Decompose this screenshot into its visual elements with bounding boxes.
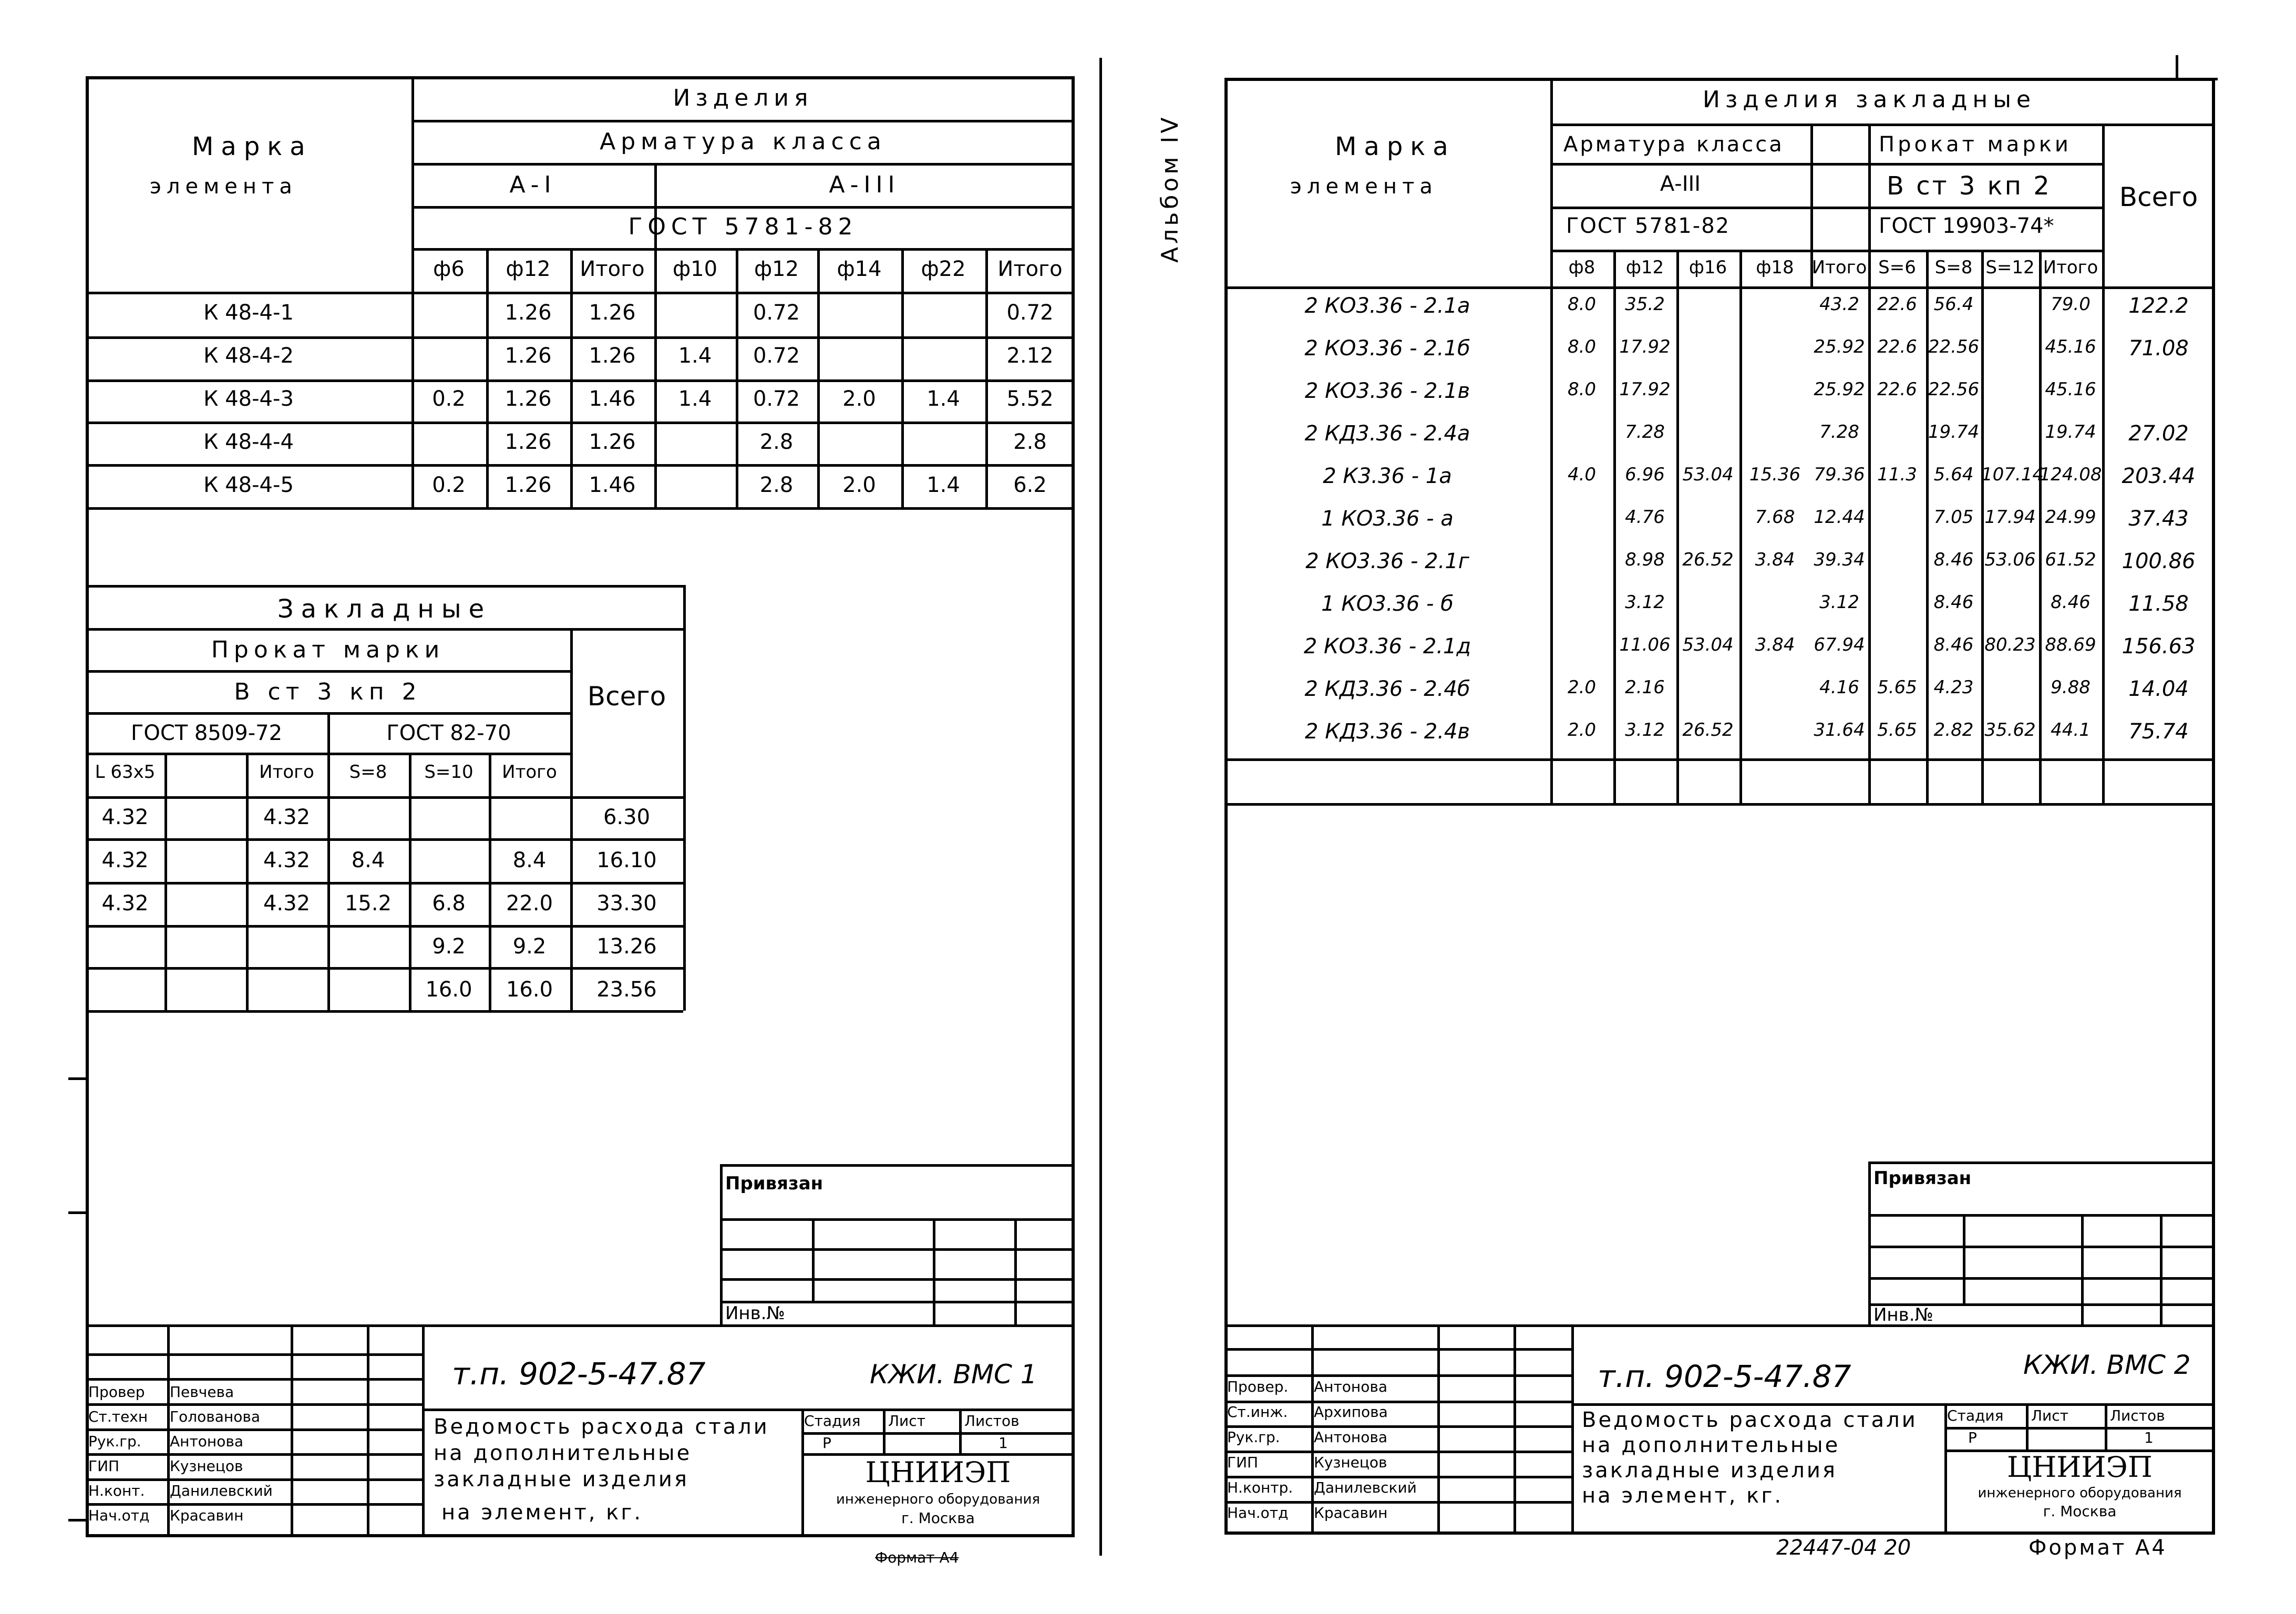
table-cell: 44.1 [2051,719,2091,741]
column-header: S=8 [349,762,387,783]
row-mark: 2 КД3.36 - 2.4а [1304,422,1470,446]
table-cell: 4.32 [263,805,311,829]
table-cell: 100.86 [2122,549,2196,573]
gost-5781: ГОСТ 5781-82 [628,213,858,240]
column-header: ф6 [433,257,465,281]
table-cell: 1.4 [926,473,960,497]
signatory-name: Певчева [170,1383,234,1401]
table-cell: 1.26 [504,473,552,497]
signatory-role: Рук.гр. [88,1433,141,1450]
table-cell: 25.92 [1814,379,1865,400]
r-marka-label: Марка [1335,132,1456,161]
r-list-label: Лист [2031,1407,2068,1424]
table-cell: 80.23 [1984,634,2036,655]
r-org-name-2: инженерного оборудования [1978,1485,2182,1501]
table-cell: 53.06 [1984,549,2036,570]
r-org-city: г. Москва [2043,1503,2117,1520]
class-a1: А-I [509,171,557,198]
table-cell: 3.84 [1755,634,1795,655]
stamp-desc-1: Ведомость расхода стали [434,1415,769,1439]
table-cell: 122.2 [2128,294,2189,318]
row-mark: К 48-4-1 [203,301,294,325]
signatory-name: Красавин [170,1507,244,1524]
row-mark: 1 КО3.36 - б [1321,592,1454,616]
table-cell: 39.34 [1814,549,1865,570]
elementa-label: элемента [150,174,297,199]
table-cell: 2.0 [842,387,876,411]
table-cell: 45.16 [2045,336,2096,357]
r-listov-label: Листов [2110,1407,2165,1424]
table-cell: 19.74 [2045,422,2096,443]
table-cell: 1.26 [589,430,636,454]
stamp-desc-4: на элемент, кг. [441,1500,643,1525]
column-header: ф12 [754,257,799,281]
table-cell: 88.69 [2045,634,2096,655]
table-cell: 53.04 [1682,634,1734,655]
r-class-a3: А-III [1660,172,1701,196]
signatory-role: Н.конт. [88,1482,145,1499]
row-mark: К 48-4-4 [203,430,294,454]
album-label: Альбом IV [1157,114,1183,263]
r-gost-19903: ГОСТ 19903-74* [1879,214,2054,238]
stadiya-value: Р [822,1434,831,1452]
table-cell: 79.36 [1814,464,1865,485]
vst-header: В ст 3 кп 2 [234,679,422,705]
armatura-header: Арматура класса [600,128,887,155]
table-cell: 1.46 [589,473,636,497]
table-cell: 75.74 [2128,719,2189,744]
row-mark: К 48-4-5 [203,473,294,497]
table-cell: 107.14 [1981,464,2044,485]
table-cell: 37.43 [2128,507,2189,531]
footer-number: 22447-04 20 [1776,1536,1911,1560]
table-cell: 2.12 [1006,344,1054,368]
row-mark: 2 К3.36 - 1а [1323,464,1452,488]
r-stamp-desc-2: на дополнительные [1582,1433,1840,1457]
signatory-name: Данилевский [1314,1479,1417,1496]
center-divider [1099,58,1102,1556]
signatory-role: Ст.инж. [1227,1403,1288,1421]
table-cell: 7.68 [1755,507,1795,528]
stamp-sheet: КЖИ. ВМС 1 [870,1359,1037,1390]
signatory-name: Кузнецов [170,1457,243,1475]
table-cell: 22.56 [1928,336,1980,357]
inv-label: Инв.№ [725,1303,785,1324]
table-cell: 3.12 [1819,592,1859,613]
table-cell: 2.8 [759,430,794,454]
stamp-desc-2: на дополнительные [434,1441,692,1465]
column-header: Итого [2043,257,2098,278]
table-cell: 6.8 [432,891,466,916]
table-cell: 8.46 [1933,549,1974,570]
column-header: ф10 [672,257,718,281]
table-cell: 23.56 [596,978,657,1002]
stadiya-label: Стадия [804,1412,861,1430]
table-cell: 7.28 [1819,422,1859,443]
table-cell: 203.44 [2122,464,2196,488]
gost-82: ГОСТ 82-70 [386,721,511,745]
listov-label: Листов [964,1412,1020,1430]
table-cell: 71.08 [2128,336,2189,361]
izdeliya-header: Изделия [673,85,814,111]
row-mark: 2 КД3.36 - 2.4в [1305,719,1470,744]
table-cell: 7.28 [1625,422,1665,443]
table-cell: 17.92 [1619,336,1671,357]
gost-8509: ГОСТ 8509-72 [130,721,283,745]
r-stamp-desc-3: закладные изделия [1582,1458,1837,1483]
table-cell: 2.8 [759,473,794,497]
signatory-role: ГИП [1227,1454,1259,1471]
signatory-name: Антонова [170,1433,243,1450]
table-cell: 3.84 [1755,549,1795,570]
table-cell: 5.64 [1933,464,1974,485]
signatory-role: Н.контр. [1227,1479,1293,1496]
signatory-name: Антонова [1314,1428,1387,1446]
table-cell: 8.4 [512,848,547,872]
table-cell: 53.04 [1682,464,1734,485]
column-header: S=12 [1985,257,2035,278]
table-cell: 15.36 [1749,464,1801,485]
table-cell: 22.56 [1928,379,1980,400]
org-name: ЦНИИЭП [865,1456,1011,1489]
table-cell: 9.2 [512,934,547,959]
table-cell: 4.23 [1933,677,1974,698]
table-cell: 8.0 [1567,379,1597,400]
signatory-role: Ст.техн [88,1408,148,1425]
table-cell: 1.46 [589,387,636,411]
row-mark: 2 КО3.36 - 2.1д [1303,634,1471,659]
row-mark: 2 КО3.36 - 2.1б [1304,336,1470,361]
table-cell: 22.6 [1877,294,1917,315]
row-mark: 2 КО3.36 - 2.1г [1305,549,1469,573]
row-mark: К 48-4-3 [203,387,294,411]
signatory-role: Нач.отд [1227,1504,1289,1522]
column-header: Итого [259,762,314,783]
column-header: ф18 [1756,257,1794,278]
r-stamp-desc-4: на элемент, кг. [1582,1484,1784,1508]
table-cell: 67.94 [1814,634,1865,655]
table-cell: 1.4 [678,344,712,368]
table-cell: 11.06 [1619,634,1671,655]
signatory-name: Голованова [170,1408,260,1425]
table-cell: 8.98 [1625,549,1665,570]
table-cell: 2.8 [1013,430,1047,454]
table-cell: 1.26 [589,344,636,368]
table-cell: 0.2 [432,387,466,411]
table-cell: 8.46 [2051,592,2091,613]
signatory-role: Нач.отд [88,1507,150,1524]
table-cell: 5.52 [1006,387,1054,411]
row-mark: 2 КД3.36 - 2.4б [1304,677,1470,701]
class-a3: А-III [829,171,900,198]
column-header: S=8 [1934,257,1973,278]
table-cell: 22.6 [1877,379,1917,400]
column-header: ф12 [1625,257,1664,278]
table-cell: 1.26 [504,301,552,325]
table-cell: 4.0 [1567,464,1597,485]
table-cell: 43.2 [1819,294,1859,315]
table-cell: 0.72 [1006,301,1054,325]
privyazan-label: Привязан [725,1173,823,1194]
r-stamp-desc-1: Ведомость расхода стали [1582,1408,1918,1432]
column-header: Итого [1811,257,1867,278]
r-gost-5781: ГОСТ 5781-82 [1566,214,1731,238]
table-cell: 19.74 [1928,422,1980,443]
org-city: г. Москва [901,1509,975,1527]
table-cell: 8.46 [1933,592,1974,613]
table-cell: 0.72 [753,301,800,325]
signatory-name: Кузнецов [1314,1454,1387,1471]
table-cell: 1.4 [678,387,712,411]
table-cell: 2.0 [1567,677,1597,698]
table-cell: 2.16 [1625,677,1665,698]
stamp-desc-3: закладные изделия [434,1467,689,1492]
table-cell: 1.26 [504,344,552,368]
table-cell: 31.64 [1814,719,1865,741]
signatory-role: Провер [88,1383,145,1401]
signatory-name: Данилевский [170,1482,273,1499]
table-cell: 27.02 [2128,422,2189,446]
table-cell: 11.58 [2128,592,2189,616]
column-header: Итого [502,762,557,783]
column-header: ф22 [921,257,966,281]
r-prokat-header: Прокат марки [1879,132,2072,157]
column-header: ф8 [1568,257,1595,278]
r-org-name: ЦНИИЭП [2007,1451,2153,1484]
table-cell: 4.32 [101,891,149,916]
column-header: ф14 [837,257,882,281]
r-stadiya-label: Стадия [1947,1407,2004,1424]
table-cell: 3.12 [1625,592,1665,613]
r-inv-label: Инв.№ [1873,1304,1933,1325]
column-header: Итого [580,257,645,281]
table-cell: 1.26 [504,430,552,454]
column-header: ф16 [1688,257,1727,278]
table-cell: 25.92 [1814,336,1865,357]
footer-format: Формат А4 [2029,1536,2167,1560]
table-cell: 9.88 [2051,677,2091,698]
row-mark: 2 КО3.36 - 2.1а [1304,294,1470,318]
table-cell: 6.30 [603,805,651,829]
table-cell: 1.26 [589,301,636,325]
table-cell: 16.0 [425,978,472,1002]
table-cell: 156.63 [2122,634,2196,659]
marka-label: Марка [192,132,313,161]
table-cell: 9.2 [432,934,466,959]
left-format-note: Формат А4 [875,1549,959,1566]
table-cell: 1.4 [926,387,960,411]
table-cell: 0.72 [753,387,800,411]
table-cell: 8.4 [351,848,385,872]
table-cell: 5.65 [1877,719,1917,741]
table-cell: 11.3 [1877,464,1917,485]
table-cell: 8.0 [1567,294,1597,315]
table-cell: 61.52 [2045,549,2096,570]
column-header: Итого [997,257,1063,281]
row-mark: К 48-4-2 [203,344,294,368]
table-cell: 4.76 [1625,507,1665,528]
table-cell: 13.26 [596,934,657,959]
table-cell: 16.0 [506,978,553,1002]
table-cell: 4.32 [263,891,311,916]
zakladnye-header: Закладные [277,594,492,624]
table-cell: 15.2 [344,891,392,916]
signatory-role: ГИП [88,1457,120,1475]
table-cell: 35.2 [1625,294,1665,315]
list-label: Лист [888,1412,925,1430]
r-list-value: 1 [2144,1429,2154,1446]
r-stadiya-value: Р [1968,1429,1977,1446]
signatory-name: Антонова [1314,1378,1387,1395]
table-cell: 8.0 [1567,336,1597,357]
signatory-name: Красавин [1314,1504,1388,1522]
r-privyazan-label: Привязан [1873,1168,1972,1189]
r-vst: В ст 3 кп 2 [1887,171,2052,201]
r-elementa-label: элемента [1290,174,1438,199]
list-value: 1 [998,1434,1008,1452]
table-cell: 0.2 [432,473,466,497]
table-cell: 5.65 [1877,677,1917,698]
table-cell: 1.26 [504,387,552,411]
table-cell: 4.32 [263,848,311,872]
table-cell: 56.4 [1933,294,1974,315]
table-cell: 22.6 [1877,336,1917,357]
column-header: S=6 [1878,257,1916,278]
column-header: S=10 [424,762,473,783]
table-cell: 14.04 [2128,677,2189,701]
table-cell: 33.30 [596,891,657,916]
table-cell: 6.96 [1625,464,1665,485]
table-cell: 17.94 [1984,507,2036,528]
r-stamp-code: т.п. 902-5-47.87 [1598,1359,1851,1394]
stamp-code: т.п. 902-5-47.87 [452,1356,706,1392]
table-cell: 35.62 [1984,719,2036,741]
table-cell: 2.0 [1567,719,1597,741]
org-name-2: инженерного оборудования [836,1492,1040,1507]
table-cell: 4.32 [101,848,149,872]
table-cell: 2.0 [842,473,876,497]
table-cell: 24.99 [2045,507,2096,528]
table-cell: 7.05 [1933,507,1974,528]
table-cell: 4.32 [101,805,149,829]
r-vsego: Всего [2119,182,2198,212]
table-cell: 26.52 [1682,719,1734,741]
signatory-role: Провер. [1227,1378,1289,1395]
row-mark: 2 КО3.36 - 2.1в [1304,379,1470,403]
table-cell: 6.2 [1013,473,1047,497]
table-cell: 45.16 [2045,379,2096,400]
table-cell: 8.46 [1933,634,1974,655]
table-cell: 124.08 [2039,464,2102,485]
table-cell: 79.0 [2051,294,2091,315]
signatory-role: Рук.гр. [1227,1428,1280,1446]
table-cell: 12.44 [1814,507,1865,528]
table-cell: 3.12 [1625,719,1665,741]
r-stamp-sheet: КЖИ. ВМС 2 [2023,1350,2191,1380]
vsego-header: Всего [587,681,666,712]
r-izdeliya-header: Изделия закладные [1703,86,2036,113]
prokat-header: Прокат марки [211,636,445,663]
table-cell: 22.0 [506,891,553,916]
table-cell: 17.92 [1619,379,1671,400]
table-cell: 16.10 [596,848,657,872]
table-cell: 2.82 [1933,719,1974,741]
table-cell: 0.72 [753,344,800,368]
r-armatura-header: Арматура класса [1563,132,1784,157]
column-header: ф12 [506,257,551,281]
table-cell: 26.52 [1682,549,1734,570]
row-mark: 1 КО3.36 - а [1321,507,1454,531]
column-header: L 63х5 [95,762,156,783]
table-cell: 4.16 [1819,677,1859,698]
signatory-name: Архипова [1314,1403,1388,1421]
